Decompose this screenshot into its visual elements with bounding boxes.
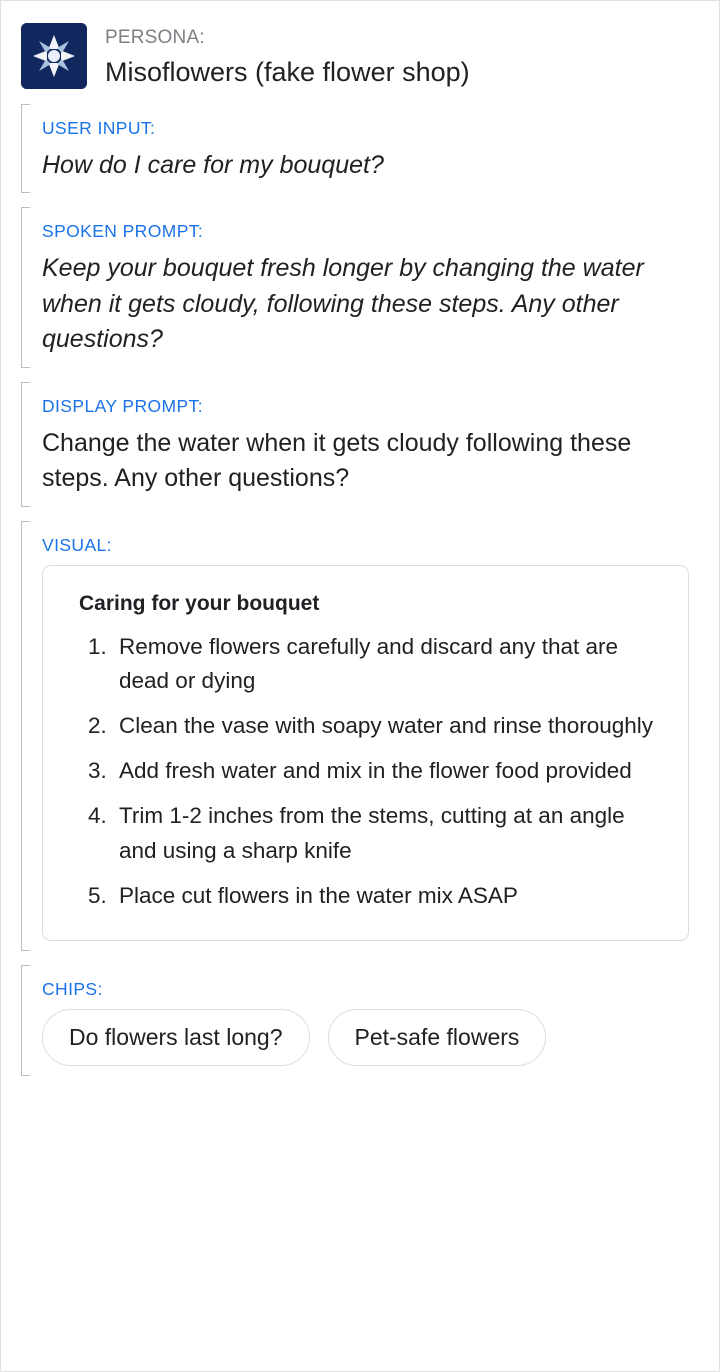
user-input-text: How do I care for my bouquet?	[42, 150, 384, 179]
visual-card-title: Caring for your bouquet	[79, 591, 320, 615]
persona-header	[1, 1, 719, 90]
list-item: 2. Clean the vase with soapy water and rinse thoroughly	[113, 709, 662, 744]
persona-label: PERSONA:	[105, 27, 205, 48]
persona-text-block	[105, 23, 470, 90]
list-item: 3. Add fresh water and mix in the flower food provided	[113, 754, 662, 789]
visual-label: VISUAL:	[42, 534, 112, 555]
list-item: 5. Place cut flowers in the water mix ASAP	[113, 879, 662, 914]
section-visual	[21, 521, 699, 951]
display-prompt-text: Change the water when it gets cloudy following these steps. Any other questions?	[42, 428, 632, 493]
chips-row	[42, 1009, 699, 1066]
visual-card	[42, 565, 689, 941]
section-user-input	[21, 104, 699, 194]
user-input-label: USER INPUT:	[42, 117, 156, 138]
flower-logo-icon	[21, 23, 87, 89]
list-item: 1. Remove flowers carefully and discard any that are dead or dying	[113, 630, 662, 700]
spoken-prompt-label: SPOKEN PROMPT:	[42, 221, 204, 242]
section-display-prompt	[21, 382, 699, 507]
list-item: 4. Trim 1-2 inches from the stems, cutting at an angle and using a sharp knife	[113, 799, 662, 869]
chip-pet-safe-flowers[interactable]: Pet-safe flowers	[328, 1009, 547, 1066]
spoken-prompt-text: Keep your bouquet fresh longer by changing the water when it gets cloudy, following these steps. Any other questions?	[42, 254, 644, 354]
section-spoken-prompt	[21, 207, 699, 368]
chip-do-flowers-last-long[interactable]: Do flowers last long?	[42, 1009, 310, 1066]
section-chips	[21, 965, 699, 1076]
persona-name: Misoflowers (fake flower shop)	[105, 56, 470, 87]
visual-card-steps	[69, 630, 662, 914]
chips-label: CHIPS:	[42, 978, 103, 999]
display-prompt-label: DISPLAY PROMPT:	[42, 395, 203, 416]
